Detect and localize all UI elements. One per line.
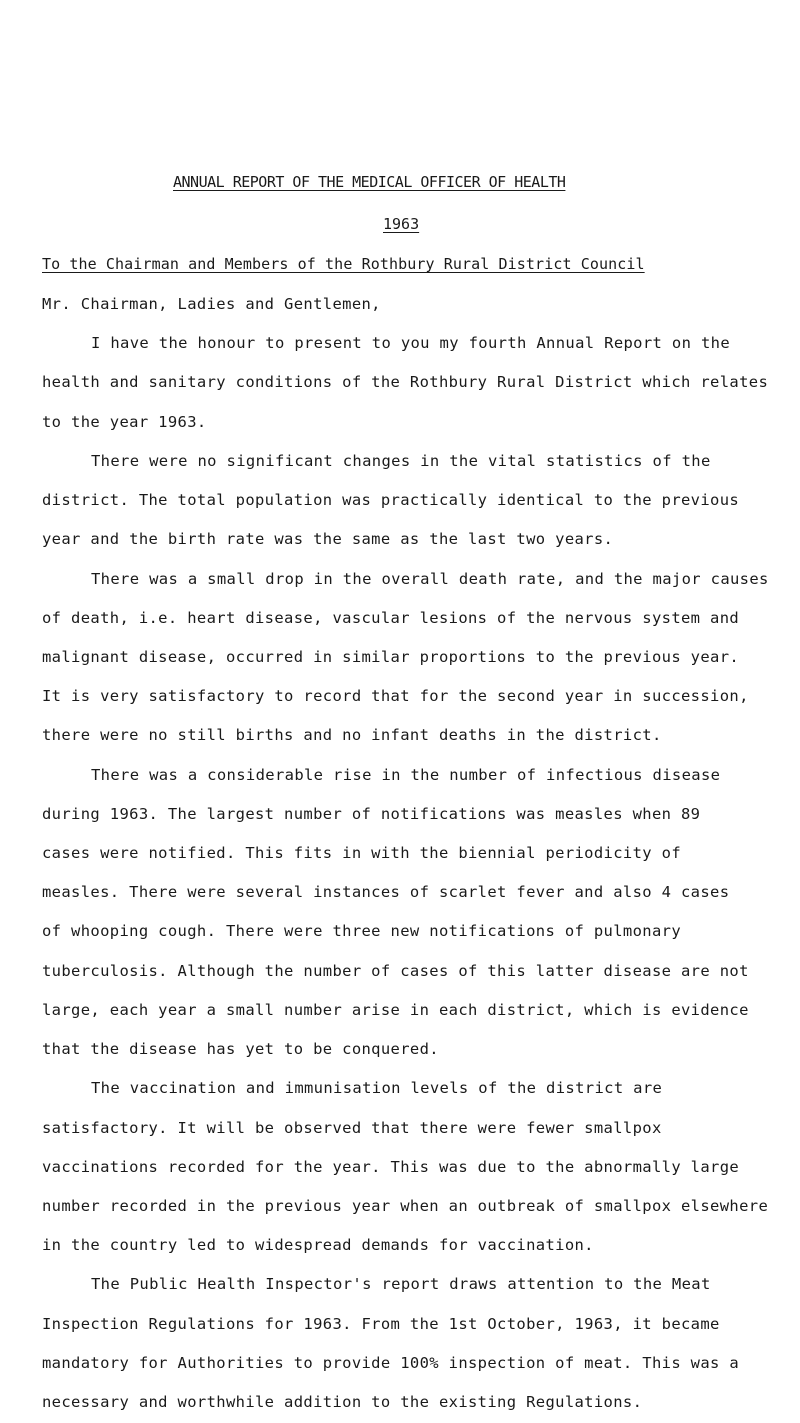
paragraph-line: Inspection Regulations for 1963. From the 1st October, 1963, it became <box>42 1315 720 1333</box>
paragraph-line: The vaccination and immunisation levels of the district are <box>91 1079 663 1097</box>
paragraph-line: The Public Health Inspector's report draws attention to the Meat <box>91 1275 711 1293</box>
paragraph-line: district. The total population was practically identical to the previous <box>42 491 740 509</box>
paragraph-line: during 1963. The largest number of notifications was measles when 89 <box>42 805 701 823</box>
paragraph-line: to the year 1963. <box>42 413 207 431</box>
paragraph-line: that the disease has yet to be conquered. <box>42 1040 439 1058</box>
salutation: Mr. Chairman, Ladies and Gentlemen, <box>42 295 381 313</box>
paragraph-line: It is very satisfactory to record that for the second year in succession, <box>42 687 749 705</box>
paragraph-line: There were no significant changes in the vital statistics of the <box>91 452 711 470</box>
paragraph-line: There was a small drop in the overall death rate, and the major causes <box>91 570 769 588</box>
paragraph-line: cases were notified. This fits in with the biennial periodicity of <box>42 844 681 862</box>
paragraph-line: There was a considerable rise in the number of infectious disease <box>91 766 721 784</box>
paragraph-line: satisfactory. It will be observed that there were fewer smallpox <box>42 1119 662 1137</box>
paragraph-line: necessary and worthwhile addition to the existing Regulations. <box>42 1393 643 1411</box>
paragraph-line: of death, i.e. heart disease, vascular lesions of the nervous system and <box>42 609 740 627</box>
paragraph-line: malignant disease, occurred in similar proportions to the previous year. <box>42 648 740 666</box>
paragraph-line: tuberculosis. Although the number of cases of this latter disease are not <box>42 962 749 980</box>
paragraph-line: of whooping cough. There were three new notifications of pulmonary <box>42 922 681 940</box>
paragraph-line: measles. There were several instances of scarlet fever and also 4 cases <box>42 883 730 901</box>
report-year: 1963 <box>383 215 420 233</box>
paragraph-line: in the country led to widespread demands for vaccination. <box>42 1236 594 1254</box>
paragraph-line: number recorded in the previous year when an outbreak of smallpox elsewhere <box>42 1197 769 1215</box>
paragraph-line: vaccinations recorded for the year. This was due to the abnormally large <box>42 1158 740 1176</box>
paragraph-line: mandatory for Authorities to provide 100% inspection of meat. This was a <box>42 1354 740 1372</box>
addressee-line: To the Chairman and Members of the Rothbury Rural District Council <box>42 255 645 273</box>
report-heading: ANNUAL REPORT OF THE MEDICAL OFFICER OF HEALTH <box>173 173 566 191</box>
paragraph-line: I have the honour to present to you my fourth Annual Report on the <box>91 334 730 352</box>
paragraph-line: health and sanitary conditions of the Rothbury Rural District which relates <box>42 373 769 391</box>
paragraph-line: large, each year a small number arise in each district, which is evidence <box>42 1001 749 1019</box>
paragraph-line: year and the birth rate was the same as the last two years. <box>42 530 614 548</box>
paragraph-line: there were no still births and no infant deaths in the district. <box>42 726 662 744</box>
